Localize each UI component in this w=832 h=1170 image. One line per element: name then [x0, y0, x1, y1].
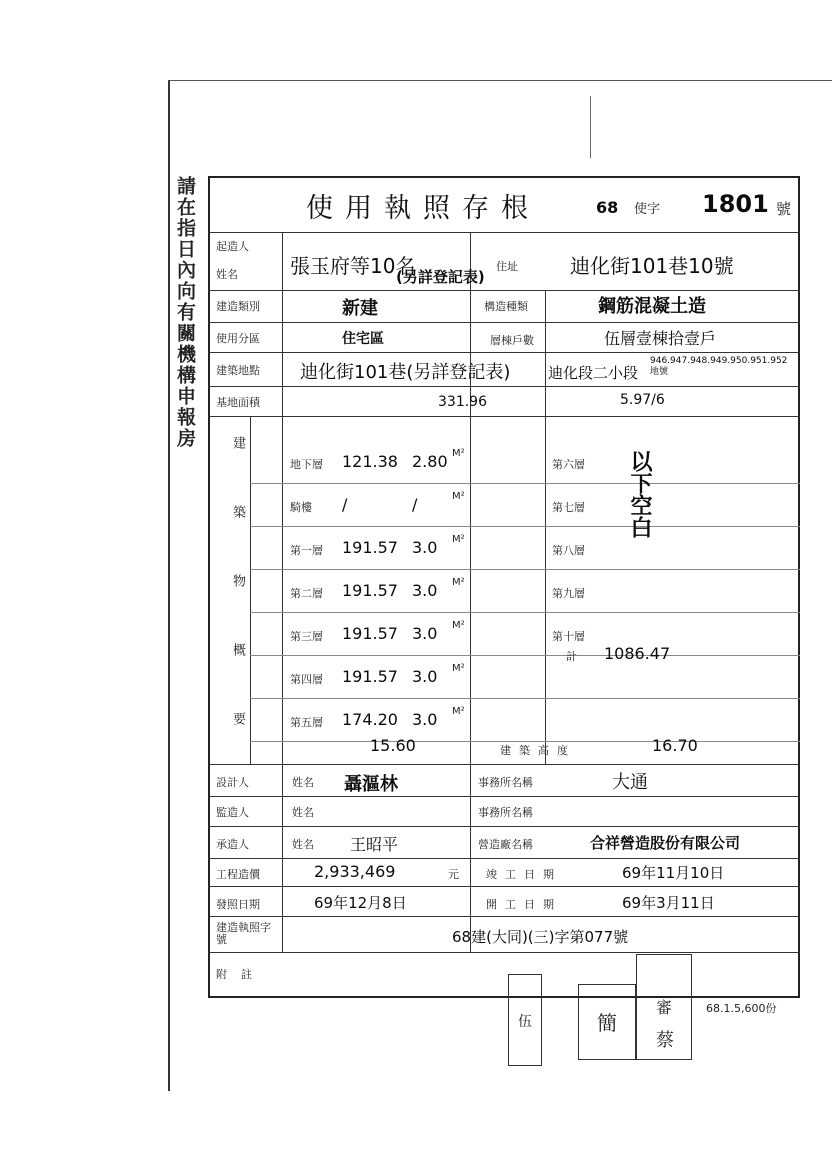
rule [208, 764, 800, 765]
floor-name: 第五層 [290, 716, 323, 729]
rule [282, 232, 283, 952]
floor-height: / [412, 495, 418, 514]
designer-name-label: 姓名 [292, 776, 314, 789]
builder-role-label: 起造人 [216, 240, 249, 253]
unit-label: M² [452, 663, 465, 674]
floor-name: 騎樓 [290, 501, 312, 514]
completion-date: 69年3月11日 [622, 894, 715, 912]
height-label: 建築高度 [500, 744, 576, 757]
start-date-label: 竣工日期 [486, 868, 562, 881]
rule [250, 612, 800, 613]
upper-floor-name: 第八層 [552, 544, 585, 557]
completion-label: 開工日期 [486, 898, 562, 911]
site-area-label: 基地面積 [216, 396, 260, 409]
start-date: 69年11月10日 [622, 864, 725, 882]
floor-area: 191.57 [342, 624, 398, 643]
floor-height: 2.80 [412, 452, 448, 471]
floor-name: 第三層 [290, 630, 323, 643]
upper-floor-name: 第六層 [552, 458, 585, 471]
site-location: 迪化街101巷(另詳登記表) [300, 362, 511, 383]
unit-label: M² [452, 706, 465, 717]
unit-label: M² [452, 534, 465, 545]
permit-no-label: 建造執照字號 [216, 921, 271, 946]
contractor-name-label: 姓名 [292, 838, 314, 851]
rule [208, 952, 800, 953]
total-floor-area: 1086.47 [604, 644, 671, 663]
floor-area: 121.38 [342, 452, 398, 471]
supervisor-name-label: 姓名 [292, 806, 314, 819]
rule [250, 569, 800, 570]
unit-label: M² [452, 491, 465, 502]
supervisor-label: 監造人 [216, 806, 249, 819]
issue-date-label: 發照日期 [216, 898, 260, 911]
rule [250, 655, 800, 656]
permit-no: 68建(大同)(三)字第077號 [452, 928, 629, 946]
upper-floor-name: 第七層 [552, 501, 585, 514]
rule [208, 352, 800, 353]
floor-height: 3.0 [412, 710, 438, 729]
floor-area: 191.57 [342, 538, 398, 557]
floor-name: 第一層 [290, 544, 323, 557]
address-label: 住址 [496, 260, 518, 273]
issue-date: 69年12月8日 [314, 894, 407, 912]
roof-area: 15.60 [370, 736, 416, 755]
contractor-company-label: 營造廠名稱 [478, 838, 533, 851]
rule [470, 232, 471, 952]
builder-name-stamp: (另詳登記表) [396, 268, 485, 286]
review-stamp: 簡 [578, 984, 636, 1060]
form-code: 68.1.5,600份 [706, 1002, 777, 1015]
unit-label: M² [452, 620, 465, 631]
builder-address: 迪化街101巷10號 [570, 254, 734, 278]
rule [208, 916, 800, 917]
permit-number-type: 使字 [634, 202, 661, 217]
rule [208, 232, 800, 233]
rule [545, 290, 546, 764]
remarks-label: 附註 [216, 968, 266, 981]
builder-name: 張玉府等10名 [290, 254, 416, 278]
total-area-label: 計 [566, 650, 577, 663]
designer-name: 聶漚林 [344, 774, 398, 795]
top-right-stamp [590, 96, 805, 158]
permit-number-suffix: 號 [776, 200, 792, 218]
floors-units: 伍層壹棟拾壹戶 [604, 329, 717, 348]
building-section-label: 建築物概要 [230, 436, 245, 781]
floor-area: 174.20 [342, 710, 398, 729]
unit-label: M² [452, 577, 465, 588]
site-location-label: 建築地點 [216, 364, 260, 377]
rule [250, 698, 800, 699]
use-zone: 住宅區 [342, 331, 384, 347]
designer-label: 設計人 [216, 776, 249, 789]
form-title: 使用執照存根 [306, 193, 540, 224]
floor-name: 地下層 [290, 458, 323, 471]
unit-label: M² [452, 448, 465, 459]
rule [208, 416, 800, 417]
cost-label: 工程造價 [216, 868, 260, 881]
site-area: 331.96 [438, 394, 487, 410]
floor-area: / [342, 495, 348, 514]
floor-height: 3.0 [412, 624, 438, 643]
contractor-company: 合祥營造股份有限公司 [590, 834, 741, 852]
rule [250, 483, 800, 484]
floor-height: 3.0 [412, 667, 438, 686]
inspection-stamp: 審 [636, 954, 692, 1060]
building-height: 16.70 [652, 736, 698, 755]
designer-office-label: 事務所名稱 [478, 776, 533, 789]
use-zone-label: 使用分區 [216, 332, 260, 345]
blank-note: 以下空白 [627, 450, 652, 538]
rule [250, 526, 800, 527]
builder-name-label: 姓名 [216, 268, 238, 281]
rule [208, 886, 800, 887]
structure-type-label: 構造種類 [484, 300, 528, 313]
rule [208, 386, 800, 387]
cost-unit: 元 [448, 868, 459, 881]
rule [250, 416, 251, 764]
floor-height: 3.0 [412, 538, 438, 557]
rule [208, 322, 800, 323]
upper-floor-name: 第九層 [552, 587, 585, 600]
left-margin-note: 請在指日內向有關機構申報房 [174, 176, 196, 449]
floor-height: 3.0 [412, 581, 438, 600]
rule [208, 826, 800, 827]
structure-type: 鋼筋混凝土造 [598, 296, 706, 317]
supervisor-office-label: 事務所名稱 [478, 806, 533, 819]
lot-numbers: 946.947.948.949.950.951.952地號 [650, 356, 788, 377]
floor-name: 第四層 [290, 673, 323, 686]
rule [208, 796, 800, 797]
floors-units-label: 層棟戶數 [490, 334, 534, 347]
approval-stamp: 伍 [508, 974, 542, 1066]
coverage: 5.97/6 [620, 392, 665, 408]
floor-name: 第二層 [290, 587, 323, 600]
floor-area: 191.57 [342, 581, 398, 600]
designer-office: 大通 [612, 772, 648, 793]
building-type: 新建 [342, 298, 378, 319]
floor-area: 191.57 [342, 667, 398, 686]
cost: 2,933,469 [314, 862, 396, 881]
permit-number-prefix: 68 [596, 198, 619, 217]
contractor-label: 承造人 [216, 838, 249, 851]
official-stamp: 蔡 [656, 1030, 674, 1051]
rule [208, 290, 800, 291]
permit-number: 1801 [702, 190, 769, 218]
upper-floor-name: 第十層 [552, 630, 585, 643]
building-type-label: 建造類別 [216, 300, 260, 313]
contractor-name: 王昭平 [350, 835, 399, 854]
site-section: 迪化段二小段 [548, 364, 639, 382]
rule [208, 858, 800, 859]
